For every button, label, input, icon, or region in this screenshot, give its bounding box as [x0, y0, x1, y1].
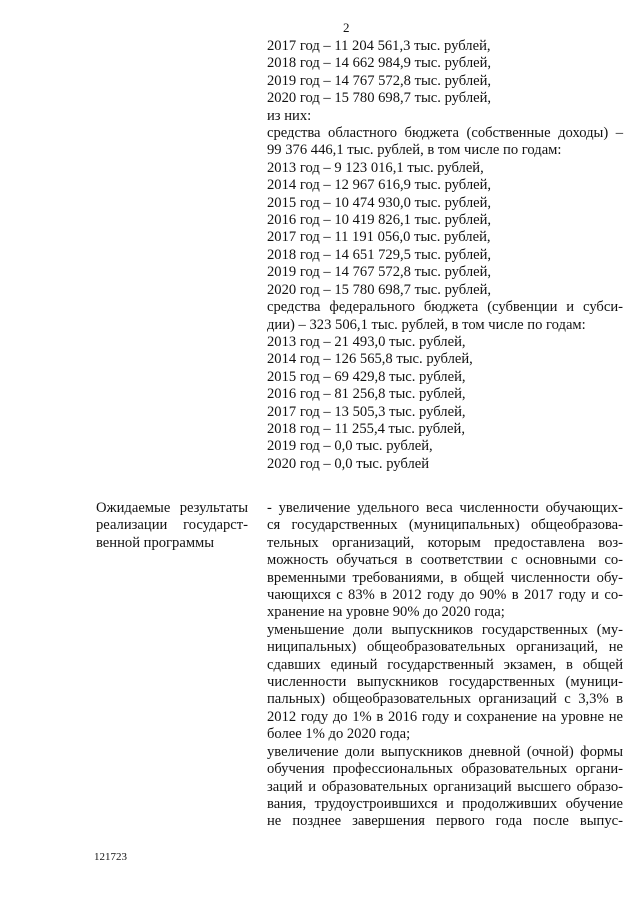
text-line: заций и образовательных организаций высшего образо- [267, 778, 623, 795]
text-line: 2018 год – 14 662 984,9 тыс. рублей, [267, 55, 492, 72]
text-line: увеличение доли выпускников дневной (очной) формы [267, 743, 623, 760]
label-line: Ожидаемые результаты [96, 500, 248, 516]
text-line: 2018 год – 11 255,4 тыс. рублей, [267, 420, 465, 437]
text-line: 2019 год – 14 767 572,8 тыс. рублей, [267, 72, 492, 89]
text-line: 2020 год – 15 780 698,7 тыс. рублей, [267, 281, 492, 298]
text-line: 2020 год – 15 780 698,7 тыс. рублей, [267, 90, 492, 107]
text-line: численности выпускников государственных (муници- [267, 674, 623, 691]
text-line: 2015 год – 10 474 930,0 тыс. рублей, [267, 194, 492, 211]
text-line: 99 376 446,1 тыс. рублей, в том числе по годам: [267, 142, 562, 159]
text-line: 2019 год – 14 767 572,8 тыс. рублей, [267, 264, 492, 281]
text-line: ниципальных) общеобразовательных организаций, не [267, 639, 623, 656]
text-line: 2014 год – 12 967 616,9 тыс. рублей, [267, 177, 492, 194]
text-line: ся государственных (муниципальных) общеобразова- [267, 517, 623, 534]
text-line: 2017 год – 13 505,3 тыс. рублей, [267, 403, 466, 420]
text-line: - увеличение удельного веса численности обучающих- [267, 500, 623, 516]
text-line: средства областного бюджета (собственные доходы) – [267, 125, 623, 142]
label-line: реализации государст- [96, 517, 248, 534]
text-line: 2013 год – 9 123 016,1 тыс. рублей, [267, 159, 484, 176]
text-line: 2014 год – 126 565,8 тыс. рублей, [267, 351, 473, 368]
text-line: 2019 год – 0,0 тыс. рублей, [267, 438, 433, 455]
text-line: хранение на уровне 90% до 2020 года; [267, 604, 505, 621]
text-line: 2015 год – 69 429,8 тыс. рублей, [267, 368, 466, 385]
text-line: обучения профессиональных образовательных органи- [267, 761, 623, 778]
text-line: 2013 год – 21 493,0 тыс. рублей, [267, 333, 466, 350]
text-line: дии) – 323 506,1 тыс. рублей, в том числе по годам: [267, 316, 586, 333]
text-line: 2012 году до 1% в 2016 году и сохранение на уровне не [267, 708, 623, 725]
text-line: пальных) общеобразовательных организаций с 3,3% в [267, 691, 623, 708]
text-line: тельных организаций, которым предоставлена воз- [267, 534, 623, 551]
text-line: 2018 год – 14 651 729,5 тыс. рублей, [267, 246, 492, 263]
results-text [267, 500, 623, 831]
text-line: сдавших единый государственный экзамен, в общей [267, 656, 623, 673]
text-line: 2017 год – 11 204 561,3 тыс. рублей, [267, 38, 491, 54]
text-line: 2017 год – 11 191 056,0 тыс. рублей, [267, 229, 491, 246]
text-line: можность обучаться в соответствии с основными со- [267, 552, 623, 569]
text-line: вания, трудоустроившихся и продолживших обучение [267, 795, 623, 812]
text-line: 2020 год – 0,0 тыс. рублей [267, 455, 430, 472]
text-line: средства федерального бюджета (субвенции и субси- [267, 299, 623, 316]
funding-breakdown [267, 38, 623, 473]
results-label [96, 500, 248, 552]
label-line: венной программы [96, 534, 215, 551]
text-line: временными требованиями, в общей численности обу- [267, 569, 623, 586]
text-line: 2016 год – 81 256,8 тыс. рублей, [267, 386, 466, 403]
text-line: более 1% до 2020 года; [267, 726, 411, 743]
text-line: 2016 год – 10 419 826,1 тыс. рублей, [267, 212, 492, 229]
text-line: уменьшение доли выпускников государственных (му- [267, 621, 623, 638]
document-code: 121723 [94, 851, 127, 863]
page-number: 2 [343, 20, 350, 35]
text-line: не позднее завершения первого года после выпус- [267, 813, 623, 830]
text-line: чающихся с 83% в 2012 году до 90% в 2017 году и со- [267, 587, 623, 604]
text-line: из них: [267, 107, 312, 124]
